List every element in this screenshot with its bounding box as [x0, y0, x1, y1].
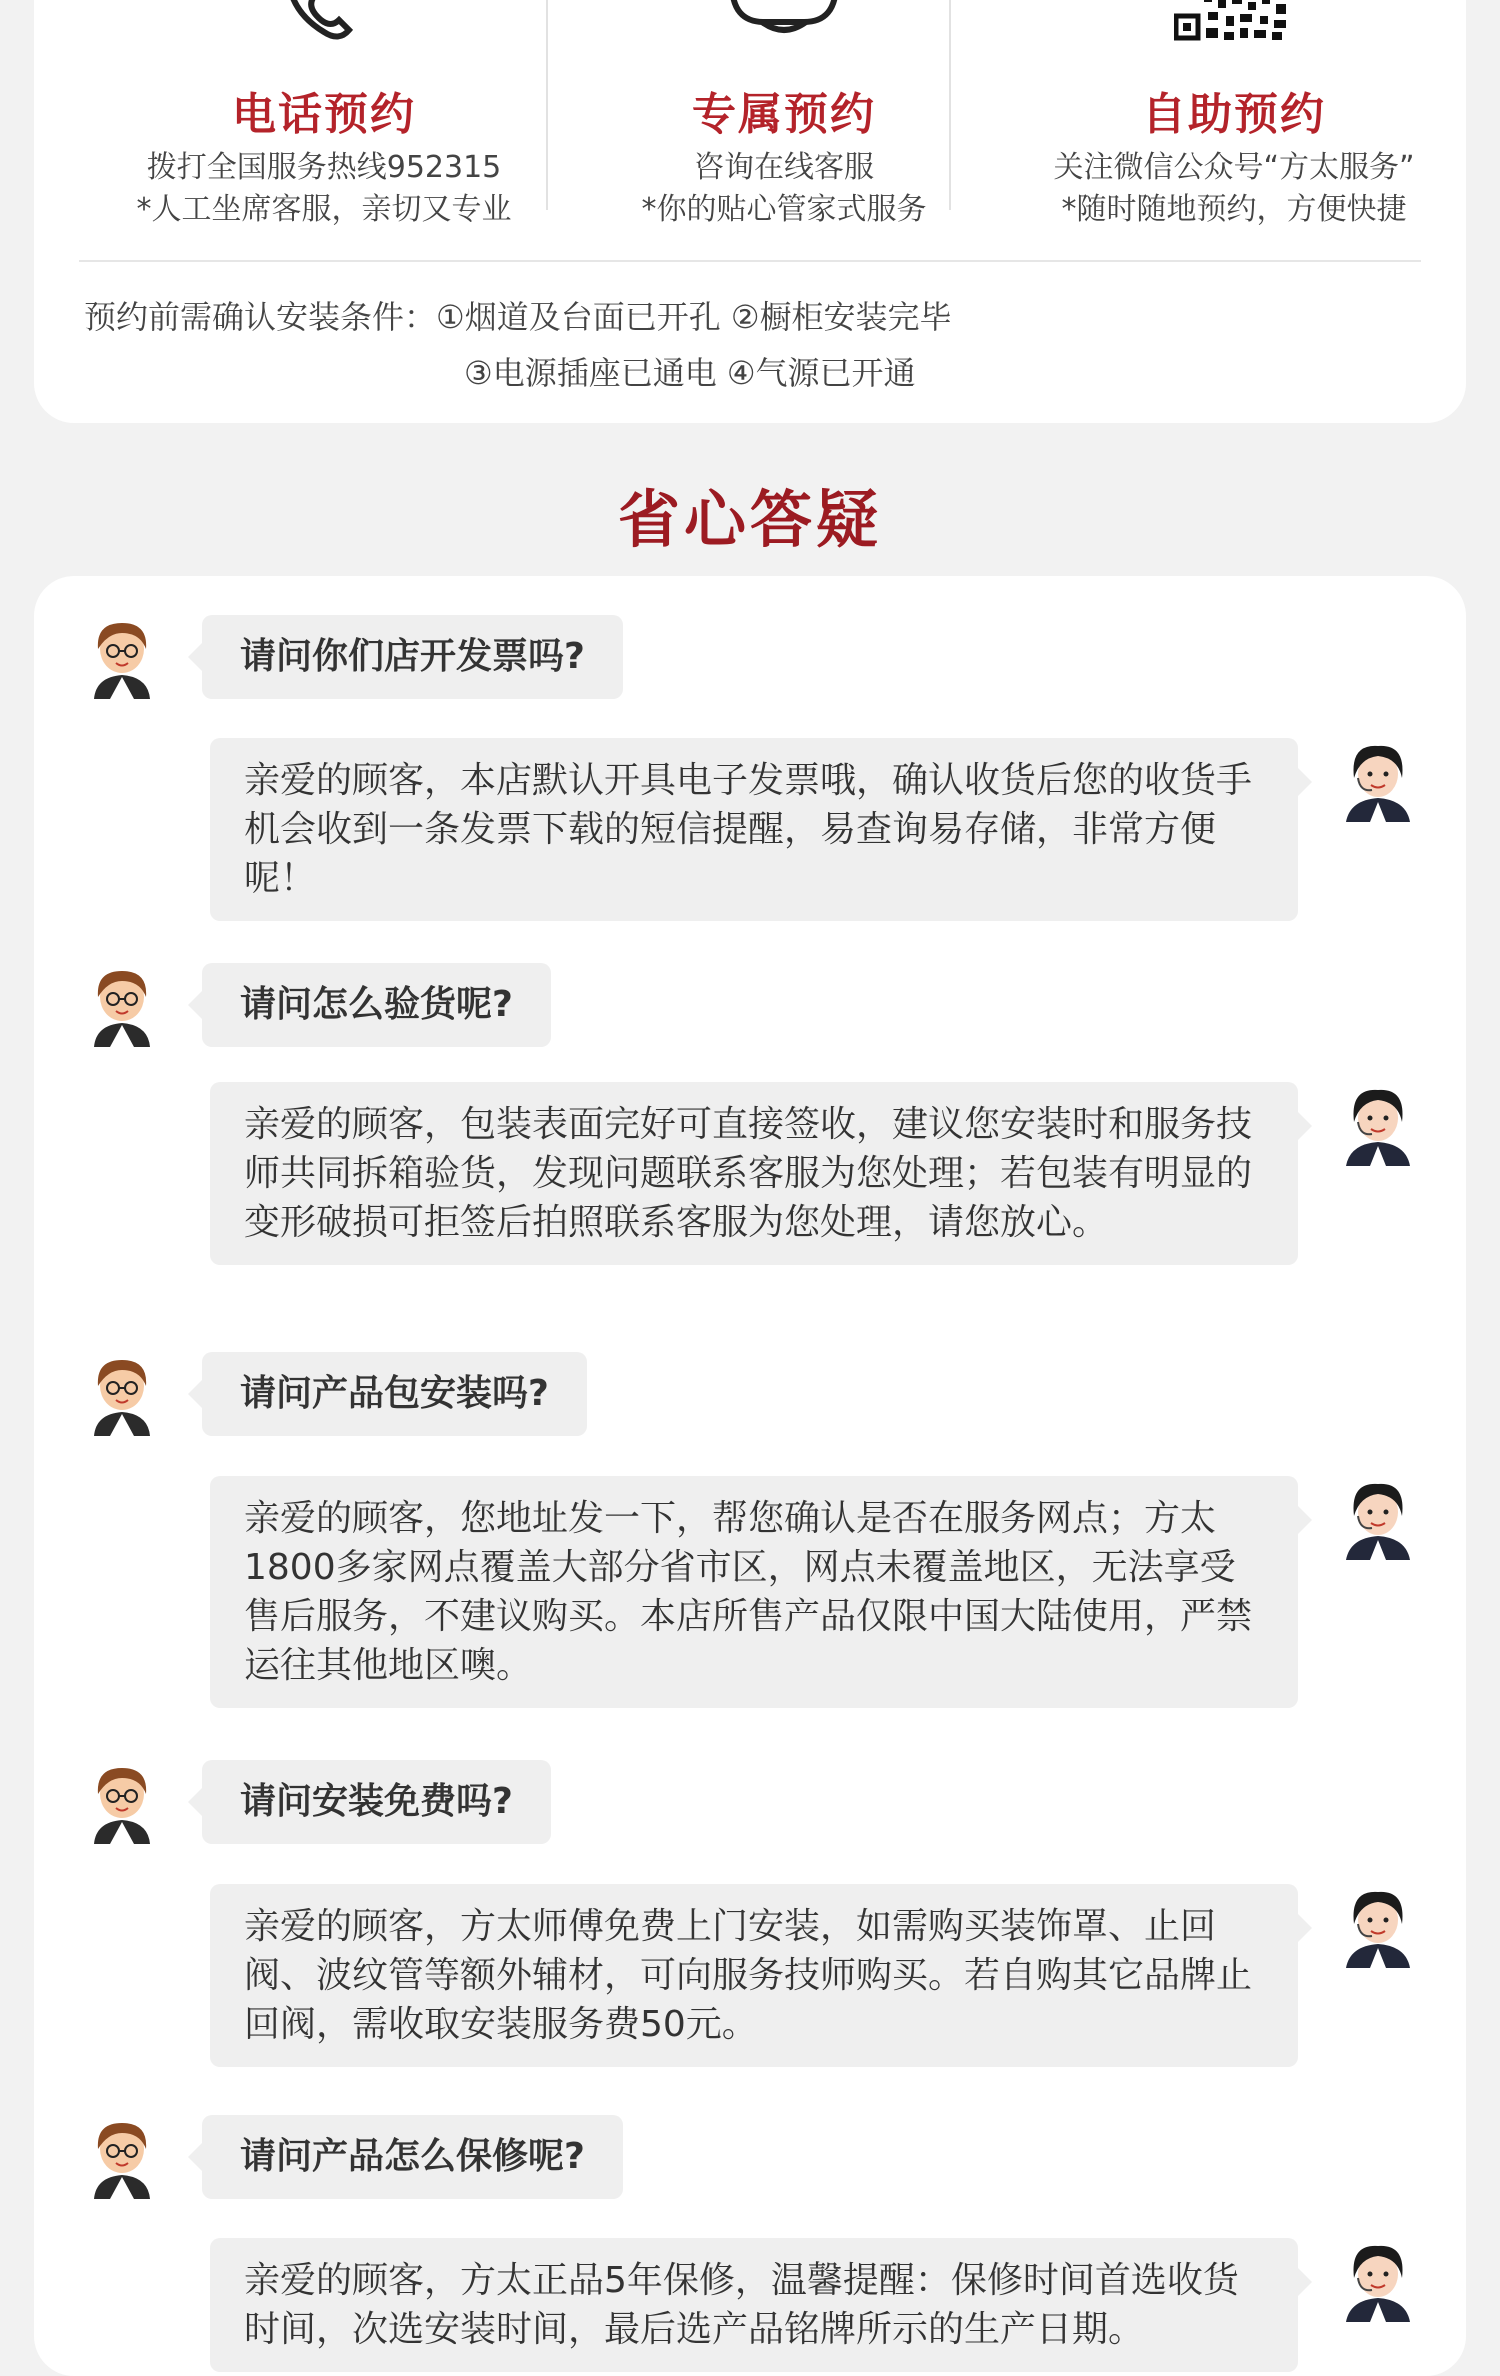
customer-avatar-icon [80, 1352, 164, 1436]
question-bubble: 请问你们店开发票吗? [202, 615, 623, 699]
method-title: 电话预约 [232, 89, 416, 140]
question-bubble: 请问安装免费吗? [202, 1760, 551, 1844]
divider [79, 260, 1421, 262]
phone-icon [269, 0, 379, 48]
booking-card [34, 0, 1466, 423]
customer-avatar-icon [80, 963, 164, 1047]
answer-text: 亲爱的顾客，包装表面完好可直接签收，建议您安装时和服务技师共同拆箱验货，发现问题联系客服为您处理；若包装有明显的变形破损可拒签后拍照联系客服为您处理，请您放心。 [244, 1104, 1253, 1243]
answer-bubble [210, 1476, 1298, 1708]
agent-avatar-icon [1336, 2238, 1420, 2322]
agent-avatar-icon [1336, 738, 1420, 822]
phone-booking[interactable] [74, 0, 574, 227]
answer-text: 亲爱的顾客，方太师傅免费上门安装，如需购买装饰罩、止回阀、波纹管等额外辅材，可向服务技师购买。若自购其它品牌止回阀，需收取安装服务费50元。 [244, 1906, 1253, 2045]
divider [949, 0, 951, 210]
headset-icon [704, 0, 864, 48]
faq-title: 省心答疑 [617, 483, 882, 556]
method-note: *你的贴心管家式服务 [641, 192, 927, 227]
install-conditions: 预约前需确认安装条件：①烟道及台面已开孔 ②橱柜安装完毕 [84, 298, 952, 336]
agent-avatar-icon [1336, 1476, 1420, 1560]
agent-avatar-icon [1336, 1884, 1420, 1968]
method-title: 自助预约 [1142, 89, 1326, 140]
answer-bubble [210, 738, 1298, 921]
answer-text: 亲爱的顾客，您地址发一下，帮您确认是否在服务网点；方太1800多家网点覆盖大部分省市区，网点未覆盖地区，无法享受售后服务，不建议购买。本店所售产品仅限中国大陆使用，严禁运往其他地区噢。 [244, 1498, 1253, 1686]
method-desc: 咨询在线客服 [694, 150, 874, 185]
answer-bubble [210, 1082, 1298, 1265]
install-conditions-cont: ③电源插座已通电 ④气源已开通 [464, 354, 916, 392]
question-bubble: 请问怎么验货呢? [202, 963, 551, 1047]
qr-code-icon [1174, 0, 1294, 48]
self-booking[interactable] [984, 0, 1484, 227]
customer-avatar-icon [80, 2115, 164, 2199]
method-note: *人工坐席客服，亲切又专业 [136, 192, 512, 227]
method-desc: 关注微信公众号“方太服务” [1053, 150, 1415, 185]
question-bubble: 请问产品包安装吗? [202, 1352, 587, 1436]
answer-text: 亲爱的顾客，本店默认开具电子发票哦，确认收货后您的收货手机会收到一条发票下载的短信提醒，易查询易存储，非常方便呢！ [244, 760, 1253, 899]
question-bubble: 请问产品怎么保修呢? [202, 2115, 623, 2199]
exclusive-booking[interactable] [534, 0, 1034, 227]
method-desc: 拨打全国服务热线952315 [146, 150, 502, 185]
customer-avatar-icon [80, 1760, 164, 1844]
method-title: 专属预约 [692, 89, 876, 140]
answer-bubble [210, 2238, 1298, 2372]
method-note: *随时随地预约，方便快捷 [1061, 192, 1407, 227]
answer-text: 亲爱的顾客，方太正品5年保修，温馨提醒：保修时间首选收货时间，次选安装时间，最后选产品铭牌所示的生产日期。 [244, 2260, 1239, 2350]
agent-avatar-icon [1336, 1082, 1420, 1166]
answer-bubble [210, 1884, 1298, 2067]
customer-avatar-icon [80, 615, 164, 699]
